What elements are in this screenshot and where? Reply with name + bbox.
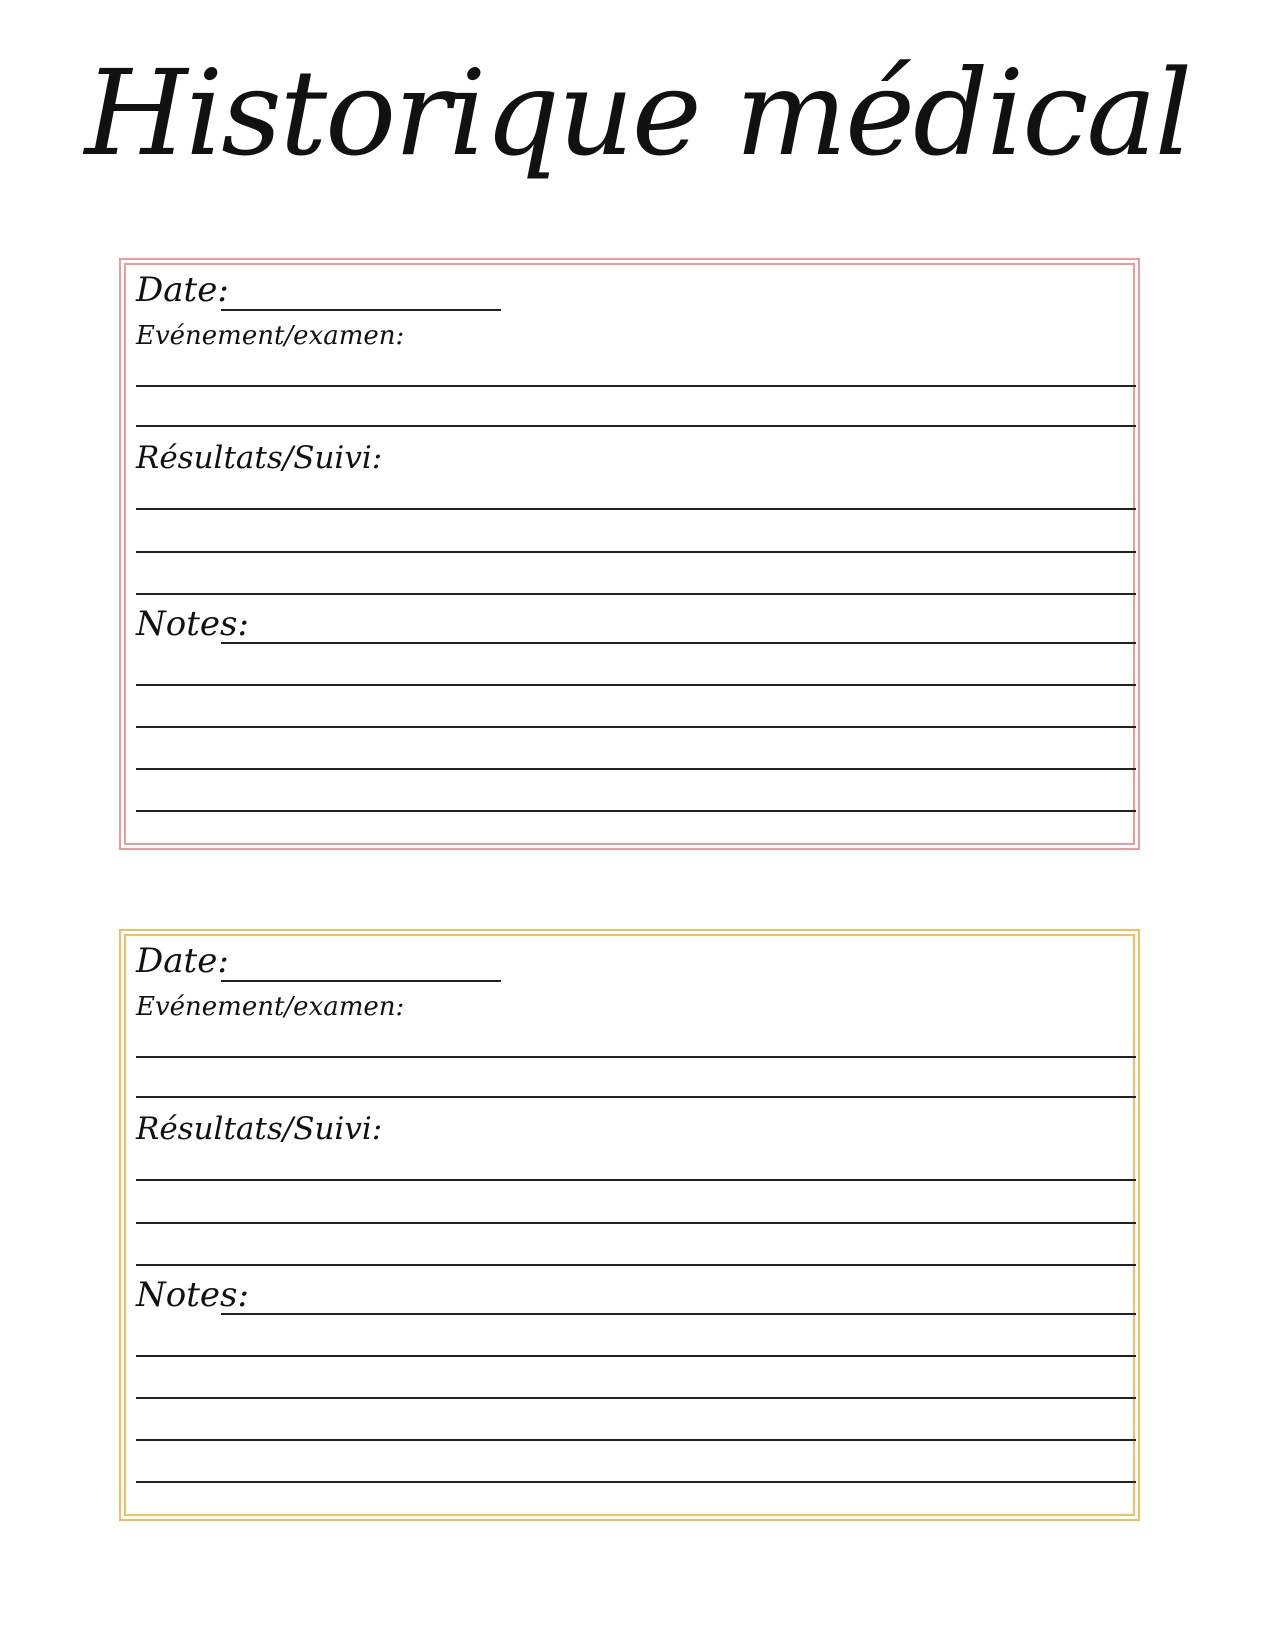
notes-line-2[interactable] — [136, 1397, 1136, 1399]
medical-entry-card-1 — [119, 258, 1140, 850]
notes-label: Notes: — [136, 604, 249, 644]
event-exam-label: Evénement/examen: — [136, 992, 405, 1022]
results-line-1[interactable] — [136, 508, 1136, 510]
results-line-2[interactable] — [136, 1222, 1136, 1224]
date-label: Date: — [136, 270, 229, 310]
results-followup-label: Résultats/Suivi: — [136, 440, 383, 476]
event-line-1[interactable] — [136, 1056, 1136, 1058]
notes-field-line[interactable] — [221, 1313, 1136, 1315]
medical-entry-card-2 — [119, 929, 1140, 1521]
notes-line-4[interactable] — [136, 1481, 1136, 1483]
results-line-3[interactable] — [136, 1264, 1136, 1266]
card-inner-border — [124, 934, 1135, 1516]
results-followup-label: Résultats/Suivi: — [136, 1111, 383, 1147]
card-inner-border — [124, 263, 1135, 845]
event-line-2[interactable] — [136, 425, 1136, 427]
date-field-line[interactable] — [221, 980, 501, 982]
notes-line-4[interactable] — [136, 810, 1136, 812]
results-line-2[interactable] — [136, 551, 1136, 553]
page-title: Historique médical — [84, 44, 1191, 182]
event-exam-label: Evénement/examen: — [136, 321, 405, 351]
notes-line-2[interactable] — [136, 726, 1136, 728]
notes-line-1[interactable] — [136, 1355, 1136, 1357]
event-line-2[interactable] — [136, 1096, 1136, 1098]
notes-line-3[interactable] — [136, 1439, 1136, 1441]
notes-field-line[interactable] — [221, 642, 1136, 644]
notes-line-3[interactable] — [136, 768, 1136, 770]
notes-label: Notes: — [136, 1275, 249, 1315]
event-line-1[interactable] — [136, 385, 1136, 387]
notes-line-1[interactable] — [136, 684, 1136, 686]
date-field-line[interactable] — [221, 309, 501, 311]
results-line-3[interactable] — [136, 593, 1136, 595]
results-line-1[interactable] — [136, 1179, 1136, 1181]
date-label: Date: — [136, 941, 229, 981]
